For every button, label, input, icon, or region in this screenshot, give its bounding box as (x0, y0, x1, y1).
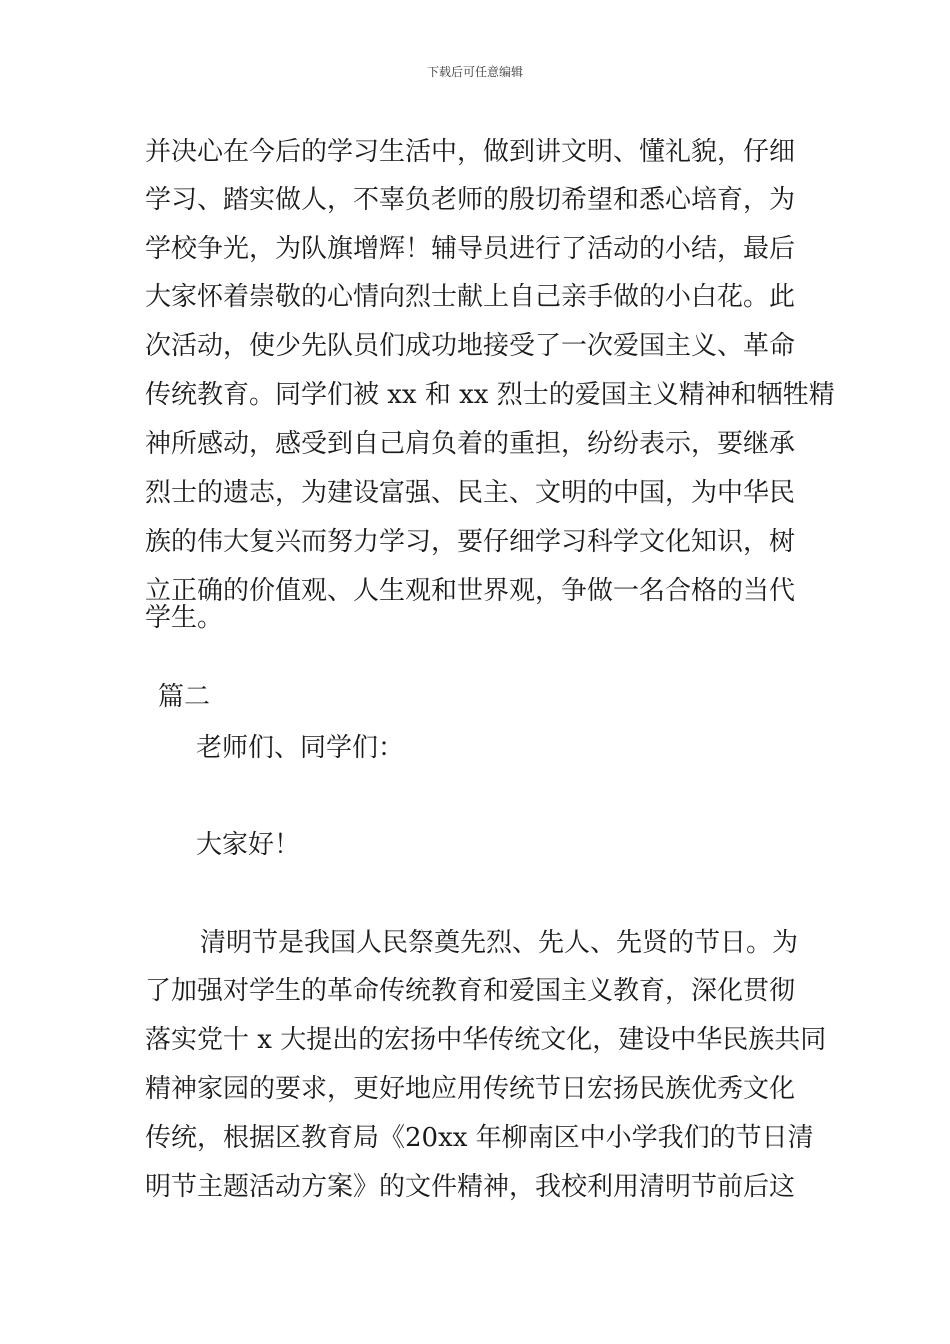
paragraph-line: 精神家园的要求，更好地应用传统节日宏扬民族优秀文化 (145, 1074, 796, 1104)
paragraph-line: 明节主题活动方案》的文件精神，我校利用清明节前后这 (145, 1172, 796, 1202)
paragraph-line: 落实党十 x 大提出的宏扬中华传统文化，建设中华民族共同 (145, 1025, 827, 1055)
paragraph-line: 族的伟大复兴而努力学习，要仔细学习科学文化知识，树 (145, 527, 796, 557)
paragraph-line: 清明节是我国人民祭奠先烈、先人、先贤的节日。为 (200, 928, 799, 958)
paragraph-line: 学习、踏实做人，不辜负老师的殷切希望和悉心培育，为 (145, 185, 796, 215)
paragraph-line: 传统教育。同学们被 xx 和 xx 烈士的爱国主义精神和牺牲精 (145, 380, 835, 410)
paragraph-line: 烈士的遗志，为建设富强、民主、文明的中国，为中华民 (145, 478, 796, 508)
paragraph-line: 立正确的价值观、人生观和世界观，争做一名合格的当代 (145, 576, 796, 606)
paragraph-line: 学校争光，为队旗增辉！辅导员进行了活动的小结，最后 (145, 234, 796, 264)
paragraph-line: 神所感动，感受到自己肩负着的重担，纷纷表示，要继承 (145, 429, 796, 459)
paragraph-line: 传统，根据区教育局《20xx 年柳南区中小学我们的节日清 (145, 1123, 814, 1153)
greeting: 大家好！ (196, 830, 301, 860)
paragraph-line: 了加强对学生的革命传统教育和爱国主义教育，深化贯彻 (145, 976, 796, 1006)
paragraph-line: 大家怀着崇敬的心情向烈士献上自己亲手做的小白花。此 (145, 282, 796, 312)
paragraph-line: 次活动，使少先队员们成功地接受了一次爱国主义、革命 (145, 331, 796, 361)
salutation: 老师们、同学们： (196, 733, 405, 763)
section-title: 篇二 (158, 682, 211, 712)
paragraph-line: 学生。 (145, 603, 224, 633)
page-header: 下载后可任意编辑 (426, 65, 523, 79)
paragraph-line: 并决心在今后的学习生活中，做到讲文明、懂礼貌，仔细 (145, 137, 796, 167)
